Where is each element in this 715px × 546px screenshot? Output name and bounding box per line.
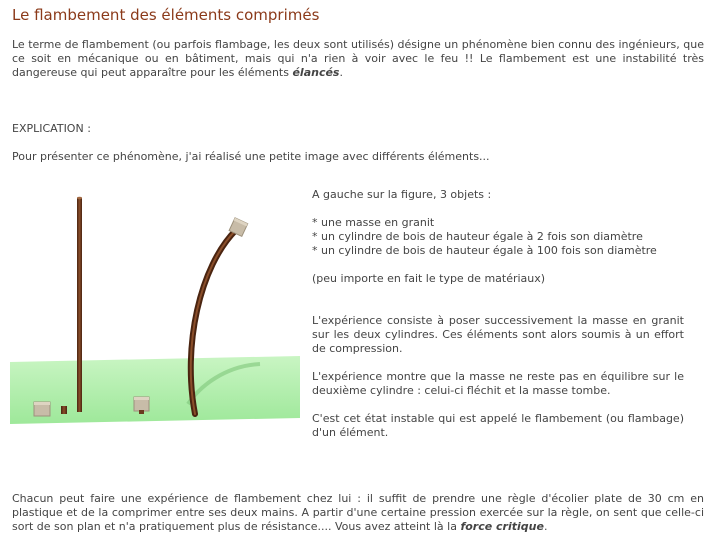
conclusion-end: . — [543, 520, 548, 533]
page-title: Le flambement des éléments comprimés — [12, 6, 320, 24]
object-item: * une masse en granit — [312, 216, 435, 229]
conclusion-emphasis: force critique — [460, 520, 544, 533]
experience-paragraph: L'expérience consiste à poser successivement la masse en granit sur les deux cylindres. Ces éléments sont alors soumis à un effort de compression. — [312, 314, 684, 355]
tall-cylinder — [77, 198, 82, 412]
object-item: * un cylindre de bois de hauteur égale à 2 fois son diamètre — [312, 230, 643, 243]
objects-line: A gauche sur la figure, 3 objets : — [312, 188, 492, 201]
intro-paragraph — [12, 38, 704, 80]
conclusion-text: Chacun peut faire une expérience de flambement chez lui : il suffit de prendre une règle d'écolier plate de 30 cm en plastique et de la comprimer entre ses deux mains. A partir d'une certaine pression exercée sur la règle, on sent que celle-ci sort de son plan et n'a pratiquement plus de résistance.... Vous avez atteint là la — [12, 492, 704, 533]
granite-mass-left-shade — [34, 402, 50, 405]
intro-end: . — [339, 66, 343, 79]
definition-paragraph: C'est cet état instable qui est appelé le flambement (ou flambage) d'un élément. — [312, 412, 684, 439]
short-cylinder-under-mass — [139, 410, 144, 414]
tall-cylinder-top — [77, 197, 82, 199]
buckling-svg — [10, 186, 300, 426]
conclusion-paragraph — [12, 492, 704, 534]
intro-text: Le terme de flambement (ou parfois flambage, les deux sont utilisés) désigne un phénomène bien connu des ingénieurs, que ce soit en mécanique ou en bâtiment, mais qui n'a rien à voir avec le feu !! Le flambement est une instabilité très dangereuse qui peut apparaître pour les éléments — [12, 38, 704, 79]
buckling-illustration — [10, 186, 300, 426]
result-paragraph: L'expérience montre que la masse ne reste pas en équilibre sur le deuxième cylindre : celui-ci fléchit et la masse tombe. — [312, 370, 684, 397]
granite-mass-fallen-shade — [134, 397, 149, 400]
explanation-column — [312, 188, 684, 440]
explication-intro: Pour présenter ce phénomène, j'ai réalisé une petite image avec différents éléments... — [12, 150, 490, 163]
intro-emphasis: élancés — [292, 66, 340, 79]
object-item: * un cylindre de bois de hauteur égale à 100 fois son diamètre — [312, 244, 657, 257]
short-cylinder — [61, 406, 67, 414]
material-note: (peu importe en fait le type de matériaux) — [312, 272, 546, 285]
explication-heading: EXPLICATION : — [12, 122, 91, 135]
